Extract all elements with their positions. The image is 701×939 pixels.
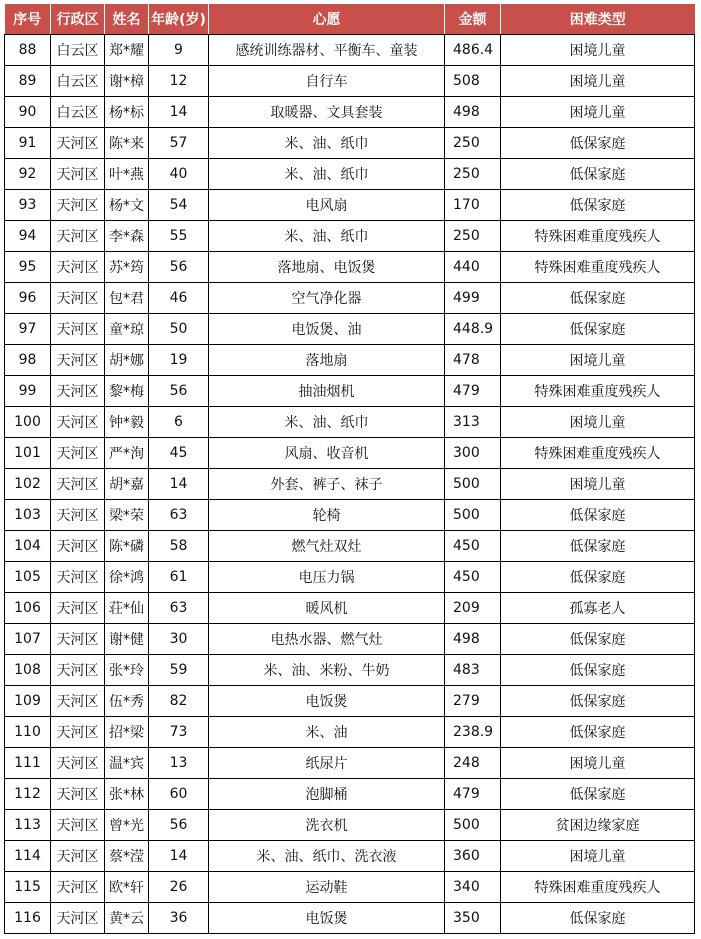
- cell-age: 26: [149, 872, 209, 903]
- cell-age: 13: [149, 748, 209, 779]
- cell-age: 82: [149, 686, 209, 717]
- cell-age: 50: [149, 314, 209, 345]
- cell-seq: 110: [5, 717, 51, 748]
- table-row: [5, 252, 695, 283]
- cell-seq: 104: [5, 531, 51, 562]
- cell-hardship-type: 低保家庭: [501, 128, 695, 159]
- cell-seq: 111: [5, 748, 51, 779]
- cell-hardship-type: 低保家庭: [501, 283, 695, 314]
- cell-hardship-type: 特殊困难重度残疾人: [501, 872, 695, 903]
- cell-district: 天河区: [51, 593, 105, 624]
- cell-seq: 89: [5, 66, 51, 97]
- cell-name: 张*林: [105, 779, 149, 810]
- cell-seq: 102: [5, 469, 51, 500]
- cell-amount: 350: [445, 903, 501, 934]
- cell-amount: 313: [445, 407, 501, 438]
- cell-age: 73: [149, 717, 209, 748]
- cell-age: 60: [149, 779, 209, 810]
- cell-wish: 暖风机: [209, 593, 445, 624]
- cell-wish: 落地扇、电饭煲: [209, 252, 445, 283]
- cell-age: 54: [149, 190, 209, 221]
- header-name: 姓名: [105, 4, 149, 35]
- cell-seq: 113: [5, 810, 51, 841]
- cell-hardship-type: 低保家庭: [501, 624, 695, 655]
- cell-wish: 取暖器、文具套装: [209, 97, 445, 128]
- cell-district: 天河区: [51, 748, 105, 779]
- table-row: [5, 748, 695, 779]
- cell-hardship-type: 低保家庭: [501, 717, 695, 748]
- cell-district: 天河区: [51, 438, 105, 469]
- cell-district: 天河区: [51, 872, 105, 903]
- wish-list-sheet: [4, 4, 695, 934]
- header-district: 行政区: [51, 4, 105, 35]
- cell-name: 招*梁: [105, 717, 149, 748]
- cell-district: 天河区: [51, 221, 105, 252]
- cell-name: 李*森: [105, 221, 149, 252]
- cell-age: 14: [149, 97, 209, 128]
- header-age: 年龄(岁): [149, 4, 209, 35]
- cell-amount: 478: [445, 345, 501, 376]
- table-row: [5, 283, 695, 314]
- table-row: [5, 345, 695, 376]
- cell-hardship-type: 低保家庭: [501, 531, 695, 562]
- cell-wish: 纸尿片: [209, 748, 445, 779]
- cell-hardship-type: 低保家庭: [501, 686, 695, 717]
- cell-name: 梁*荣: [105, 500, 149, 531]
- table-row: [5, 903, 695, 934]
- cell-district: 天河区: [51, 283, 105, 314]
- cell-amount: 479: [445, 779, 501, 810]
- cell-seq: 107: [5, 624, 51, 655]
- cell-age: 19: [149, 345, 209, 376]
- cell-seq: 92: [5, 159, 51, 190]
- cell-age: 55: [149, 221, 209, 252]
- cell-seq: 100: [5, 407, 51, 438]
- cell-seq: 114: [5, 841, 51, 872]
- cell-amount: 479: [445, 376, 501, 407]
- cell-age: 12: [149, 66, 209, 97]
- cell-seq: 95: [5, 252, 51, 283]
- header-amount: 金额: [445, 4, 501, 35]
- cell-seq: 109: [5, 686, 51, 717]
- cell-amount: 498: [445, 97, 501, 128]
- cell-name: 张*玲: [105, 655, 149, 686]
- table-row: [5, 469, 695, 500]
- cell-age: 61: [149, 562, 209, 593]
- cell-amount: 360: [445, 841, 501, 872]
- cell-hardship-type: 低保家庭: [501, 779, 695, 810]
- cell-hardship-type: 低保家庭: [501, 655, 695, 686]
- cell-wish: 燃气灶双灶: [209, 531, 445, 562]
- table-row: [5, 190, 695, 221]
- cell-age: 56: [149, 376, 209, 407]
- cell-district: 天河区: [51, 469, 105, 500]
- cell-wish: 运动鞋: [209, 872, 445, 903]
- cell-seq: 103: [5, 500, 51, 531]
- table-row: [5, 810, 695, 841]
- table-row: [5, 624, 695, 655]
- cell-wish: 米、油、米粉、牛奶: [209, 655, 445, 686]
- cell-amount: 300: [445, 438, 501, 469]
- cell-name: 蔡*滢: [105, 841, 149, 872]
- cell-amount: 500: [445, 500, 501, 531]
- cell-wish: 电热水器、燃气灶: [209, 624, 445, 655]
- cell-amount: 500: [445, 469, 501, 500]
- cell-amount: 483: [445, 655, 501, 686]
- cell-seq: 116: [5, 903, 51, 934]
- cell-hardship-type: 困境儿童: [501, 407, 695, 438]
- table-body: [5, 35, 695, 934]
- cell-age: 57: [149, 128, 209, 159]
- table-row: [5, 841, 695, 872]
- cell-wish: 电饭煲、油: [209, 314, 445, 345]
- table-row: [5, 128, 695, 159]
- cell-name: 曾*光: [105, 810, 149, 841]
- cell-hardship-type: 低保家庭: [501, 562, 695, 593]
- cell-name: 童*琼: [105, 314, 149, 345]
- cell-hardship-type: 困境儿童: [501, 841, 695, 872]
- cell-seq: 91: [5, 128, 51, 159]
- table-row: [5, 593, 695, 624]
- cell-district: 天河区: [51, 779, 105, 810]
- table-row: [5, 438, 695, 469]
- cell-wish: 泡脚桶: [209, 779, 445, 810]
- cell-district: 天河区: [51, 500, 105, 531]
- cell-wish: 米、油、纸巾: [209, 159, 445, 190]
- cell-amount: 440: [445, 252, 501, 283]
- cell-wish: 米、油、纸巾、洗衣液: [209, 841, 445, 872]
- cell-wish: 米、油、纸巾: [209, 128, 445, 159]
- cell-district: 天河区: [51, 624, 105, 655]
- cell-district: 天河区: [51, 903, 105, 934]
- table-row: [5, 159, 695, 190]
- cell-name: 欧*轩: [105, 872, 149, 903]
- table-row: [5, 314, 695, 345]
- cell-amount: 238.9: [445, 717, 501, 748]
- cell-amount: 508: [445, 66, 501, 97]
- cell-name: 温*宾: [105, 748, 149, 779]
- cell-amount: 340: [445, 872, 501, 903]
- cell-name: 陈*磷: [105, 531, 149, 562]
- cell-wish: 米、油: [209, 717, 445, 748]
- cell-wish: 空气净化器: [209, 283, 445, 314]
- cell-name: 黄*云: [105, 903, 149, 934]
- cell-seq: 98: [5, 345, 51, 376]
- cell-seq: 88: [5, 35, 51, 66]
- cell-wish: 感统训练器材、平衡车、童装: [209, 35, 445, 66]
- cell-wish: 电饭煲: [209, 686, 445, 717]
- cell-age: 14: [149, 841, 209, 872]
- cell-seq: 115: [5, 872, 51, 903]
- cell-name: 严*洵: [105, 438, 149, 469]
- header-seq: 序号: [5, 4, 51, 35]
- table-row: [5, 376, 695, 407]
- cell-amount: 498: [445, 624, 501, 655]
- table-row: [5, 97, 695, 128]
- table-row: [5, 872, 695, 903]
- cell-amount: 248: [445, 748, 501, 779]
- cell-wish: 外套、裤子、袜子: [209, 469, 445, 500]
- cell-name: 叶*燕: [105, 159, 149, 190]
- cell-district: 天河区: [51, 128, 105, 159]
- cell-amount: 250: [445, 221, 501, 252]
- cell-hardship-type: 特殊困难重度残疾人: [501, 252, 695, 283]
- cell-name: 谢*樟: [105, 66, 149, 97]
- cell-district: 天河区: [51, 810, 105, 841]
- cell-hardship-type: 低保家庭: [501, 159, 695, 190]
- cell-hardship-type: 困境儿童: [501, 469, 695, 500]
- cell-name: 胡*娜: [105, 345, 149, 376]
- cell-district: 天河区: [51, 841, 105, 872]
- cell-amount: 170: [445, 190, 501, 221]
- cell-wish: 电压力锅: [209, 562, 445, 593]
- cell-name: 谢*健: [105, 624, 149, 655]
- cell-district: 白云区: [51, 66, 105, 97]
- cell-wish: 抽油烟机: [209, 376, 445, 407]
- cell-district: 天河区: [51, 314, 105, 345]
- table-row: [5, 500, 695, 531]
- cell-hardship-type: 困境儿童: [501, 66, 695, 97]
- cell-seq: 99: [5, 376, 51, 407]
- wish-table: [4, 4, 695, 934]
- cell-district: 天河区: [51, 717, 105, 748]
- cell-hardship-type: 孤寡老人: [501, 593, 695, 624]
- cell-seq: 106: [5, 593, 51, 624]
- cell-name: 黎*梅: [105, 376, 149, 407]
- cell-hardship-type: 特殊困难重度残疾人: [501, 376, 695, 407]
- cell-seq: 108: [5, 655, 51, 686]
- header-row: [5, 4, 695, 35]
- cell-name: 包*君: [105, 283, 149, 314]
- cell-hardship-type: 困境儿童: [501, 345, 695, 376]
- cell-hardship-type: 特殊困难重度残疾人: [501, 221, 695, 252]
- cell-district: 天河区: [51, 159, 105, 190]
- cell-wish: 洗衣机: [209, 810, 445, 841]
- cell-wish: 米、油、纸巾: [209, 221, 445, 252]
- cell-age: 30: [149, 624, 209, 655]
- cell-wish: 自行车: [209, 66, 445, 97]
- cell-amount: 450: [445, 562, 501, 593]
- cell-age: 63: [149, 500, 209, 531]
- cell-amount: 209: [445, 593, 501, 624]
- cell-district: 天河区: [51, 190, 105, 221]
- cell-age: 40: [149, 159, 209, 190]
- cell-amount: 250: [445, 159, 501, 190]
- cell-seq: 101: [5, 438, 51, 469]
- cell-seq: 105: [5, 562, 51, 593]
- cell-name: 荘*仙: [105, 593, 149, 624]
- cell-age: 58: [149, 531, 209, 562]
- cell-hardship-type: 贫困边缘家庭: [501, 810, 695, 841]
- cell-hardship-type: 低保家庭: [501, 314, 695, 345]
- cell-age: 46: [149, 283, 209, 314]
- cell-district: 白云区: [51, 97, 105, 128]
- table-row: [5, 35, 695, 66]
- cell-amount: 486.4: [445, 35, 501, 66]
- cell-amount: 279: [445, 686, 501, 717]
- cell-seq: 90: [5, 97, 51, 128]
- cell-wish: 电风扇: [209, 190, 445, 221]
- cell-age: 63: [149, 593, 209, 624]
- cell-seq: 94: [5, 221, 51, 252]
- cell-name: 杨*文: [105, 190, 149, 221]
- table-row: [5, 779, 695, 810]
- cell-hardship-type: 困境儿童: [501, 35, 695, 66]
- cell-age: 56: [149, 810, 209, 841]
- cell-district: 天河区: [51, 407, 105, 438]
- table-header: [5, 4, 695, 35]
- cell-amount: 448.9: [445, 314, 501, 345]
- table-row: [5, 562, 695, 593]
- cell-amount: 450: [445, 531, 501, 562]
- table-row: [5, 686, 695, 717]
- cell-seq: 96: [5, 283, 51, 314]
- cell-seq: 93: [5, 190, 51, 221]
- cell-age: 9: [149, 35, 209, 66]
- header-wish: 心愿: [209, 4, 445, 35]
- cell-wish: 落地扇: [209, 345, 445, 376]
- cell-name: 胡*嘉: [105, 469, 149, 500]
- table-row: [5, 407, 695, 438]
- cell-district: 天河区: [51, 252, 105, 283]
- cell-amount: 250: [445, 128, 501, 159]
- cell-wish: 电饭煲: [209, 903, 445, 934]
- cell-wish: 轮椅: [209, 500, 445, 531]
- cell-age: 59: [149, 655, 209, 686]
- cell-name: 徐*鸿: [105, 562, 149, 593]
- cell-hardship-type: 低保家庭: [501, 190, 695, 221]
- cell-hardship-type: 特殊困难重度残疾人: [501, 438, 695, 469]
- cell-age: 6: [149, 407, 209, 438]
- cell-seq: 112: [5, 779, 51, 810]
- table-row: [5, 66, 695, 97]
- cell-seq: 97: [5, 314, 51, 345]
- table-row: [5, 717, 695, 748]
- header-hardship-type: 困难类型: [501, 4, 695, 35]
- cell-district: 天河区: [51, 376, 105, 407]
- cell-district: 天河区: [51, 655, 105, 686]
- table-row: [5, 531, 695, 562]
- cell-age: 14: [149, 469, 209, 500]
- cell-wish: 风扇、收音机: [209, 438, 445, 469]
- cell-district: 天河区: [51, 686, 105, 717]
- cell-age: 36: [149, 903, 209, 934]
- cell-hardship-type: 困境儿童: [501, 748, 695, 779]
- cell-hardship-type: 低保家庭: [501, 500, 695, 531]
- cell-hardship-type: 困境儿童: [501, 97, 695, 128]
- cell-name: 钟*毅: [105, 407, 149, 438]
- cell-age: 56: [149, 252, 209, 283]
- cell-name: 杨*标: [105, 97, 149, 128]
- table-row: [5, 655, 695, 686]
- cell-name: 苏*筠: [105, 252, 149, 283]
- cell-district: 天河区: [51, 562, 105, 593]
- cell-district: 白云区: [51, 35, 105, 66]
- cell-amount: 499: [445, 283, 501, 314]
- cell-age: 45: [149, 438, 209, 469]
- cell-name: 郑*耀: [105, 35, 149, 66]
- cell-district: 天河区: [51, 531, 105, 562]
- cell-amount: 500: [445, 810, 501, 841]
- table-row: [5, 221, 695, 252]
- cell-name: 伍*秀: [105, 686, 149, 717]
- cell-hardship-type: 低保家庭: [501, 903, 695, 934]
- cell-district: 天河区: [51, 345, 105, 376]
- cell-name: 陈*来: [105, 128, 149, 159]
- cell-wish: 米、油、纸巾: [209, 407, 445, 438]
